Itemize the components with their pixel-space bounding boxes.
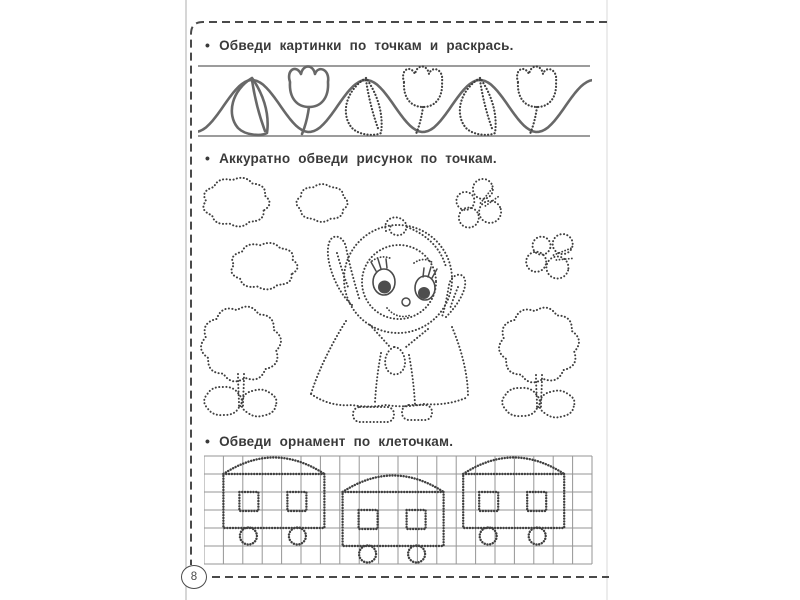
bullet-icon: • (205, 37, 211, 53)
task-heading-2 (205, 150, 497, 166)
task-heading-3 (205, 433, 453, 449)
bullet-icon: • (205, 150, 211, 166)
page-number: 8 (190, 571, 198, 583)
page-scan-right-edge (606, 0, 608, 600)
tulip-wave-border-drawing (198, 60, 592, 144)
page-scan-left-edge (185, 0, 187, 600)
bullet-icon: • (205, 433, 211, 449)
dotted-girl-drawing (200, 175, 596, 427)
task-1-text: Обведи картинки по точкам и раскрась. (219, 38, 514, 53)
task-2-text: Аккуратно обведи рисунок по точкам. (219, 151, 497, 166)
ornament-grid-drawing (204, 454, 594, 568)
task-3-text: Обведи орнамент по клеточкам. (219, 434, 454, 449)
page-number-badge (181, 565, 207, 589)
task-heading-1 (205, 37, 514, 53)
